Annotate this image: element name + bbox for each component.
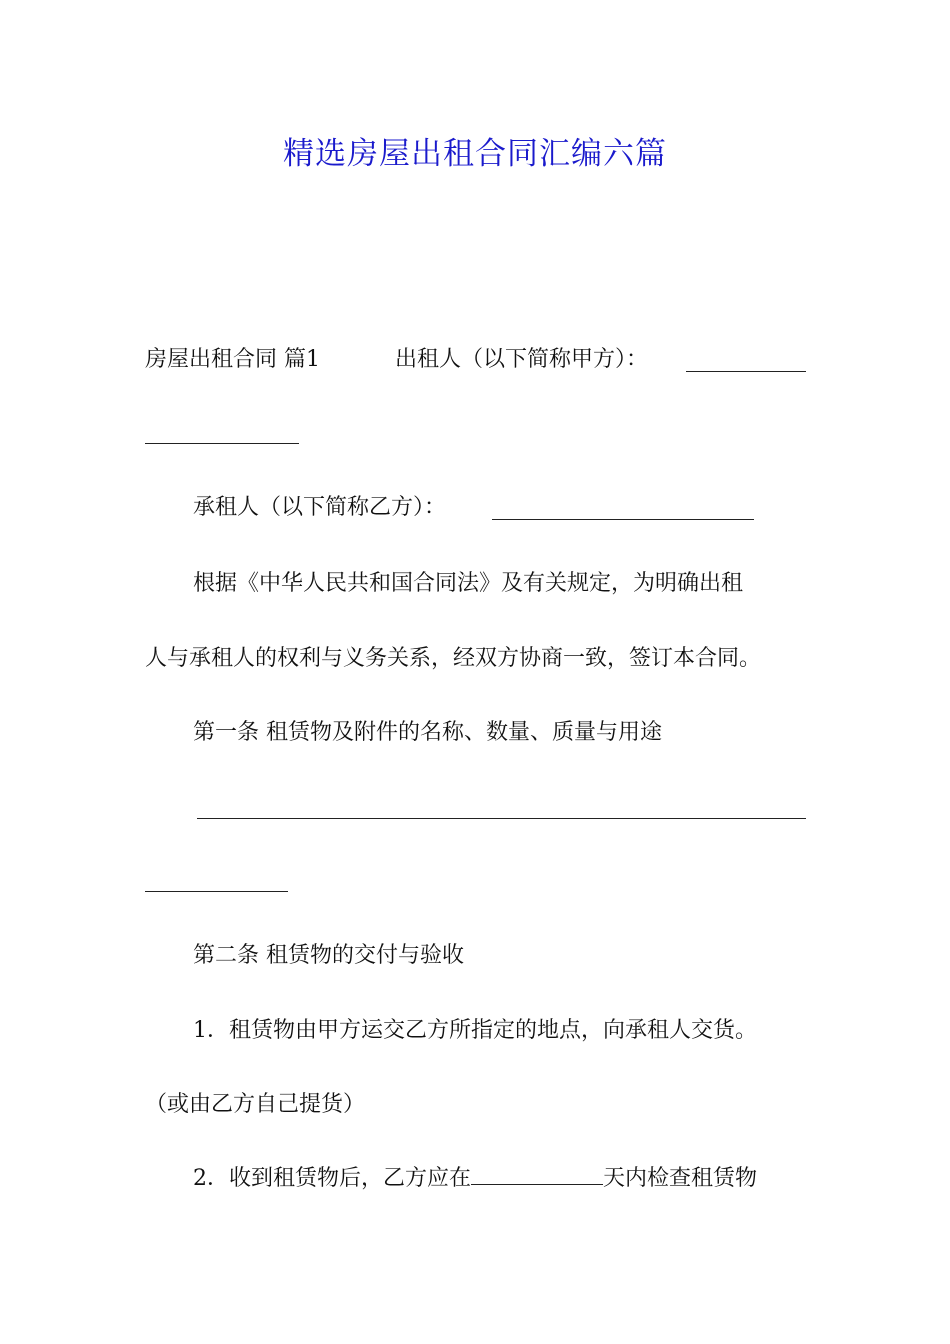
article-2-heading: 第二条 租赁物的交付与验收 <box>193 943 464 968</box>
clause-2-before: 2．收到租赁物后，乙方应在 <box>193 1166 471 1191</box>
clause-2-days-blank <box>471 1164 603 1185</box>
lessor-line <box>395 345 648 375</box>
lessee-line <box>193 493 446 523</box>
contract-heading-line <box>145 345 320 375</box>
paragraph-line-2: 人与承租人的权利与义务关系，经双方协商一致，签订本合同。 <box>145 646 762 671</box>
lessor-label: 出租人（以下简称甲方）： <box>395 347 649 372</box>
paragraph-line-1: 根据《中华人民共和国合同法》及有关规定，为明确出租 <box>193 571 744 596</box>
lessee-label: 承租人（以下简称乙方）： <box>193 495 447 520</box>
lessor-blank-2 <box>145 443 299 444</box>
clause-1-line-2: （或由乙方自己提货） <box>145 1092 366 1117</box>
document-title: 精选房屋出租合同汇编六篇 <box>283 136 667 172</box>
clause-1-line-1: 1．租赁物由甲方运交乙方所指定的地点，向承租人交货。 <box>193 1018 757 1043</box>
article-1-blank-2 <box>145 891 288 892</box>
lessee-blank <box>492 519 754 520</box>
lessor-blank-1 <box>686 371 806 372</box>
article-1-blank-1 <box>197 818 806 819</box>
contract-heading: 房屋出租合同 篇1 <box>145 347 320 372</box>
clause-2-after: 天内检查租赁物 <box>603 1166 758 1191</box>
article-1-heading: 第一条 租赁物及附件的名称、数量、质量与用途 <box>193 720 662 745</box>
clause-2-line <box>193 1164 757 1194</box>
